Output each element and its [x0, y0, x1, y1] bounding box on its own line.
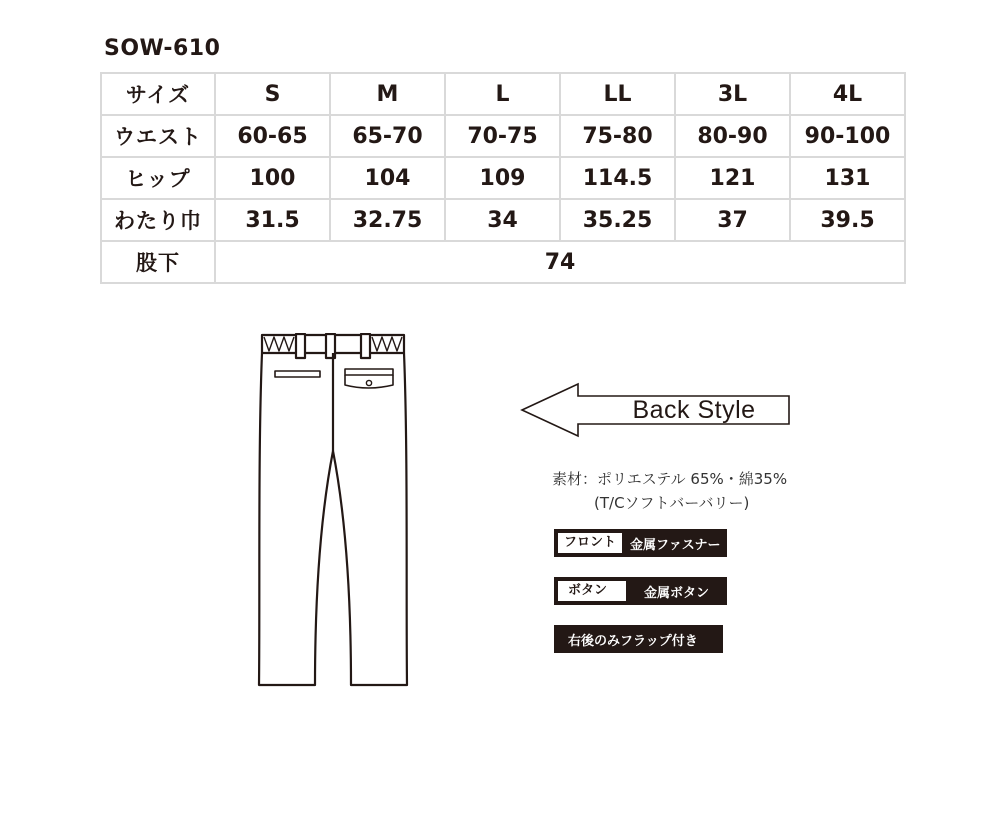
size-cell: S	[215, 73, 330, 115]
table-cell: 31.5	[215, 199, 330, 241]
table-cell: 32.75	[330, 199, 445, 241]
table-cell: 100	[215, 157, 330, 199]
table-cell: 75-80	[560, 115, 675, 157]
row-label: わたり巾	[101, 199, 215, 241]
thigh-width-row	[101, 199, 905, 241]
material-info	[552, 467, 787, 515]
material-line: 素材：ポリエステル 65%・綿35%	[552, 470, 788, 488]
back-style-label: Back Style	[632, 396, 756, 424]
size-cell: 3L	[675, 73, 790, 115]
size-table	[100, 72, 906, 284]
table-cell: 39.5	[790, 199, 905, 241]
table-cell: 104	[330, 157, 445, 199]
table-cell: 131	[790, 157, 905, 199]
table-cell: 90-100	[790, 115, 905, 157]
table-cell: 121	[675, 157, 790, 199]
table-cell: 35.25	[560, 199, 675, 241]
size-cell: LL	[560, 73, 675, 115]
row-label: ウエスト	[101, 115, 215, 157]
table-cell: 60-65	[215, 115, 330, 157]
pants-back-illustration	[255, 333, 411, 689]
spec-value: 右後のみフラップ付き	[568, 633, 698, 649]
spec-tag: フロント	[558, 533, 622, 553]
spec-value: 金属ファスナー	[630, 537, 721, 553]
size-header-label: サイズ	[101, 73, 215, 115]
waist-row	[101, 115, 905, 157]
table-cell: 34	[445, 199, 560, 241]
product-code: SOW-610	[104, 36, 221, 61]
table-cell: 70-75	[445, 115, 560, 157]
row-label: 股下	[101, 241, 215, 283]
size-cell: M	[330, 73, 445, 115]
spec-front-badge	[554, 529, 727, 557]
size-cell: 4L	[790, 73, 905, 115]
inseam-row	[101, 241, 905, 283]
size-cell: L	[445, 73, 560, 115]
spec-button-badge	[554, 577, 727, 605]
hip-row	[101, 157, 905, 199]
table-cell: 65-70	[330, 115, 445, 157]
table-cell: 80-90	[675, 115, 790, 157]
table-cell: 109	[445, 157, 560, 199]
spec-flap-badge	[554, 625, 723, 653]
row-label: ヒップ	[101, 157, 215, 199]
table-cell: 37	[675, 199, 790, 241]
size-header-row	[101, 73, 905, 115]
material-sub-line: (T/Cソフトバーバリー)	[594, 494, 750, 512]
inseam-value: 74	[215, 241, 905, 283]
spec-value: 金属ボタン	[644, 585, 710, 601]
spec-tag: ボタン	[558, 581, 626, 601]
table-cell: 114.5	[560, 157, 675, 199]
